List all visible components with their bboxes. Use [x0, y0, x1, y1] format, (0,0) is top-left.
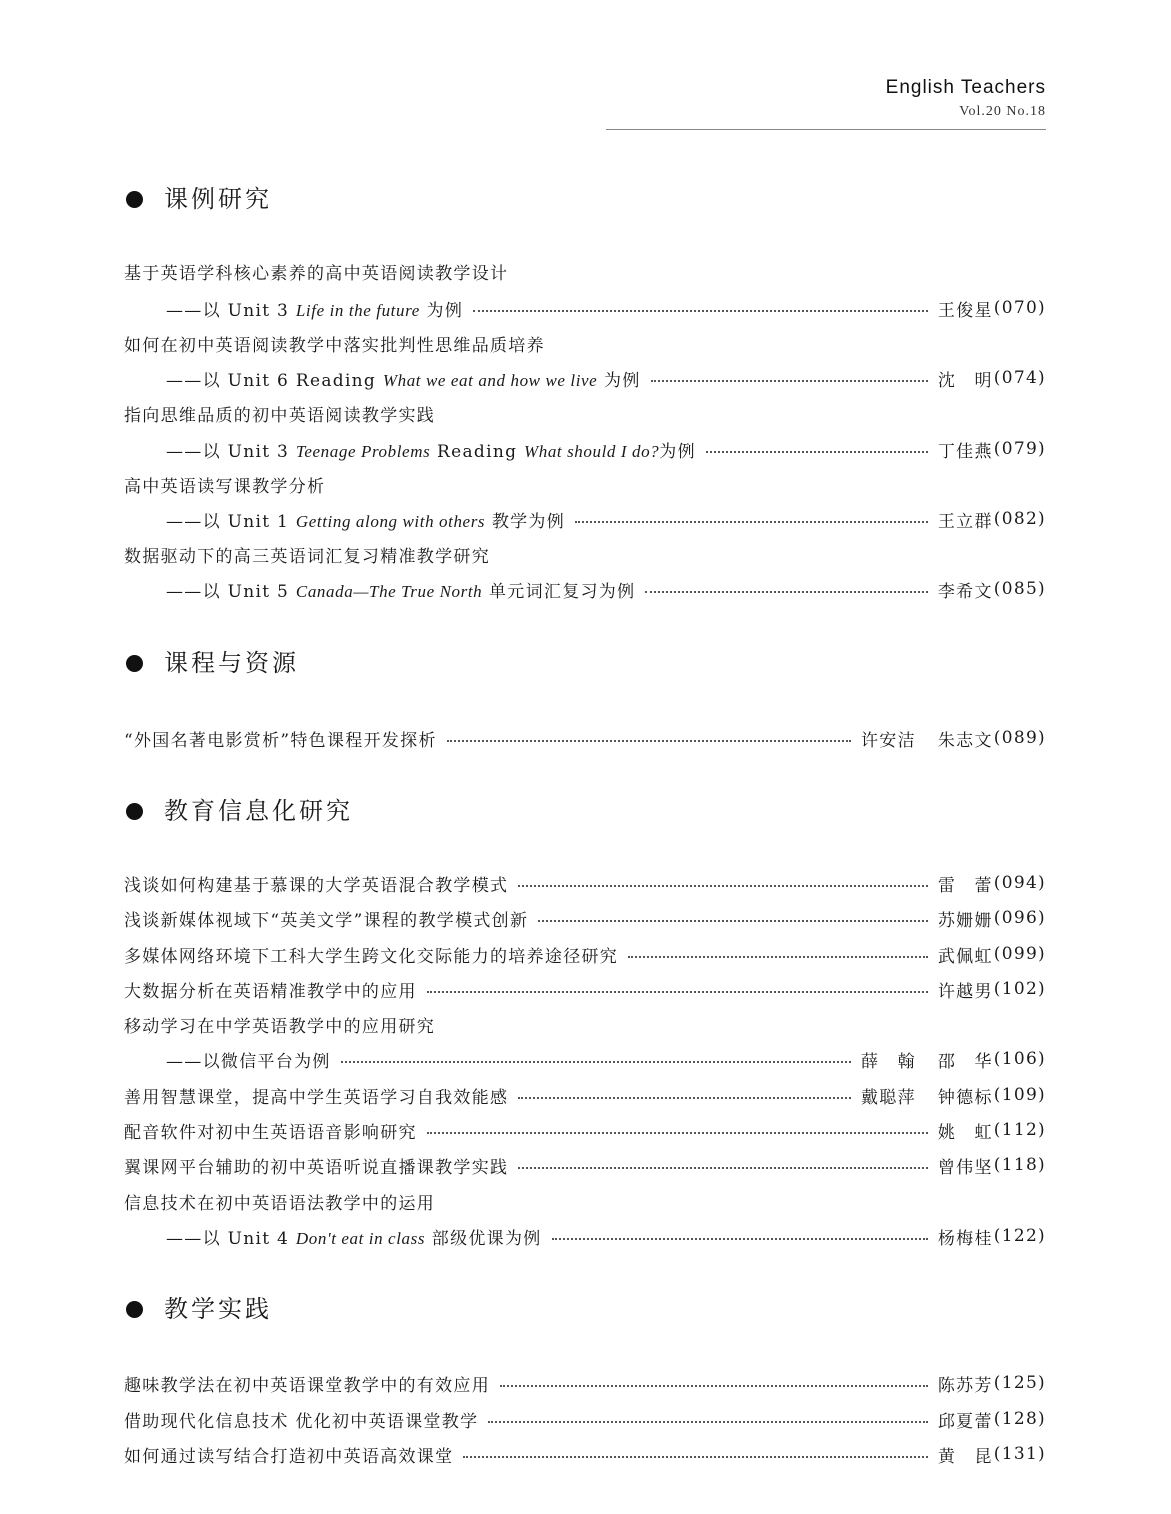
author: 武佩虹: [937, 946, 993, 967]
page-number: (112): [993, 1120, 1046, 1140]
dot-leader: [518, 885, 928, 887]
author: 陈苏芳: [937, 1375, 993, 1396]
article-title: 信息技术在初中英语语法教学中的运用: [124, 1193, 436, 1214]
dot-leader: [500, 1385, 928, 1387]
article-title: 基于英语学科核心素养的高中英语阅读教学设计: [124, 263, 509, 284]
author: 杨梅桂: [937, 1228, 993, 1249]
bullet-icon: [126, 803, 143, 820]
dot-leader: [473, 310, 928, 312]
page-number: (128): [993, 1409, 1046, 1429]
toc-entry[interactable]: [166, 361, 1046, 395]
article-title: 多媒体网络环境下工科大学生跨文化交际能力的培养途径研究: [124, 946, 619, 967]
article-subtitle: ——以 Unit 1 Getting along with others 教学为例: [166, 511, 566, 532]
page-number: (085): [993, 579, 1046, 599]
page-number: (122): [993, 1226, 1046, 1246]
page-number: (099): [993, 944, 1046, 964]
section-heading-case-study: [126, 183, 272, 215]
article-subtitle: ——以 Unit 4 Don't eat in class 部级优课为例: [166, 1228, 542, 1249]
journal-header: [606, 74, 1046, 122]
dot-leader: [538, 920, 928, 922]
dot-leader: [552, 1238, 928, 1240]
author: 姚 虹: [937, 1122, 993, 1143]
authors: 许安洁 朱志文: [860, 730, 993, 751]
article-title: 善用智慧课堂，提高中学生英语学习自我效能感: [124, 1087, 509, 1108]
dot-leader: [427, 1132, 928, 1134]
page-number: (125): [993, 1373, 1046, 1393]
toc-entry[interactable]: [124, 1148, 1046, 1182]
toc-title-line[interactable]: [124, 1007, 1046, 1041]
article-subtitle: ——以 Unit 3 Teenage Problems Reading What should I do?为例: [166, 441, 696, 462]
author: 黄 昆: [937, 1446, 993, 1467]
page-number: (094): [993, 873, 1046, 893]
dot-leader: [341, 1061, 851, 1063]
page-number: (106): [993, 1049, 1046, 1069]
section-title: 教学实践: [164, 1295, 272, 1323]
page-number: (074): [993, 368, 1046, 388]
toc-entry[interactable]: [124, 901, 1046, 935]
bullet-icon: [126, 191, 143, 208]
dot-leader: [463, 1456, 927, 1458]
journal-name: English Teachers: [885, 77, 1046, 98]
page-number: (082): [993, 509, 1046, 529]
section-title: 教育信息化研究: [164, 797, 353, 825]
toc-entry[interactable]: [166, 291, 1046, 325]
author: 王俊星: [937, 300, 993, 321]
page-number: (079): [993, 439, 1046, 459]
bullet-icon: [126, 655, 143, 672]
toc-entry[interactable]: [124, 1366, 1046, 1400]
authors: 戴聪萍 钟德标: [860, 1087, 993, 1108]
section-title: 课例研究: [164, 185, 272, 213]
dot-leader: [447, 740, 851, 742]
article-title: 如何在初中英语阅读教学中落实批判性思维品质培养: [124, 335, 545, 356]
section-heading-edu-info: [126, 795, 353, 827]
article-subtitle: ——以微信平台为例: [166, 1051, 331, 1072]
page-number: (096): [993, 908, 1046, 928]
dot-leader: [518, 1097, 851, 1099]
journal-volume: Vol.20 No.18: [959, 104, 1046, 119]
section-heading-teaching-practice: [126, 1293, 272, 1325]
article-title: 移动学习在中学英语教学中的应用研究: [124, 1016, 436, 1037]
author: 许越男: [937, 981, 993, 1002]
dot-leader: [706, 451, 928, 453]
dot-leader: [575, 521, 928, 523]
section-heading-curriculum: [126, 647, 299, 679]
toc-title-line[interactable]: [124, 537, 1046, 571]
toc-entry[interactable]: [124, 937, 1046, 971]
header-divider: [606, 129, 1046, 130]
article-title: 如何通过读写结合打造初中英语高效课堂: [124, 1446, 454, 1467]
author: 李希文: [937, 581, 993, 602]
dot-leader: [427, 991, 928, 993]
dot-leader: [518, 1167, 928, 1169]
authors: 薛 翰 邵 华: [860, 1051, 993, 1072]
dot-leader: [645, 591, 927, 593]
toc-entry[interactable]: [166, 502, 1046, 536]
page-number: (109): [993, 1085, 1046, 1105]
toc-entry[interactable]: [166, 432, 1046, 466]
article-title: 借助现代化信息技术 优化初中英语课堂教学: [124, 1411, 479, 1432]
article-subtitle: ——以 Unit 5 Canada—The True North 单元词汇复习为例: [166, 581, 636, 602]
toc-title-line[interactable]: [124, 467, 1046, 501]
article-title: 高中英语读写课教学分析: [124, 476, 326, 497]
author: 丁佳燕: [937, 441, 993, 462]
toc-title-line[interactable]: [124, 254, 1046, 288]
author: 雷 蕾: [937, 875, 993, 896]
toc-entry[interactable]: [124, 972, 1046, 1006]
toc-entry[interactable]: [166, 1042, 1046, 1076]
toc-entry[interactable]: [124, 1402, 1046, 1436]
page-number: (089): [993, 728, 1046, 748]
article-title: 浅谈如何构建基于慕课的大学英语混合教学模式: [124, 875, 509, 896]
dot-leader: [651, 380, 928, 382]
article-title: 配音软件对初中生英语语音影响研究: [124, 1122, 417, 1143]
toc-title-line[interactable]: [124, 396, 1046, 430]
article-title: 浅谈新媒体视域下“英美文学”课程的教学模式创新: [124, 910, 529, 931]
article-title: 数据驱动下的高三英语词汇复习精准教学研究: [124, 546, 490, 567]
author: 苏姗姗: [937, 910, 993, 931]
bullet-icon: [126, 1301, 143, 1318]
author: 曾伟坚: [937, 1157, 993, 1178]
dot-leader: [628, 956, 928, 958]
author: 沈 明: [937, 370, 993, 391]
toc-entry[interactable]: [124, 1113, 1046, 1147]
article-title: 翼课网平台辅助的初中英语听说直播课教学实践: [124, 1157, 509, 1178]
article-subtitle: ——以 Unit 6 Reading What we eat and how we live 为例: [166, 370, 641, 391]
article-title: 趣味教学法在初中英语课堂教学中的有效应用: [124, 1375, 490, 1396]
toc-entry[interactable]: [166, 1219, 1046, 1253]
article-title: “外国名著电影赏析”特色课程开发探析: [124, 730, 437, 751]
toc-entry[interactable]: [166, 572, 1046, 606]
toc-entry[interactable]: [124, 1078, 1046, 1112]
toc-entry[interactable]: [124, 866, 1046, 900]
author: 邱夏蕾: [937, 1411, 993, 1432]
section-title: 课程与资源: [164, 649, 299, 677]
page-number: (102): [993, 979, 1046, 999]
toc-entry[interactable]: [124, 721, 1046, 755]
toc-entry[interactable]: [124, 1437, 1046, 1471]
toc-title-line[interactable]: [124, 326, 1046, 360]
article-subtitle: ——以 Unit 3 Life in the future 为例: [166, 300, 464, 321]
toc-title-line[interactable]: [124, 1184, 1046, 1218]
page-number: (131): [993, 1444, 1046, 1464]
page-number: (070): [993, 298, 1046, 318]
dot-leader: [488, 1421, 927, 1423]
author: 王立群: [937, 511, 993, 532]
article-title: 指向思维品质的初中英语阅读教学实践: [124, 405, 436, 426]
article-title: 大数据分析在英语精准教学中的应用: [124, 981, 417, 1002]
page-number: (118): [993, 1155, 1046, 1175]
